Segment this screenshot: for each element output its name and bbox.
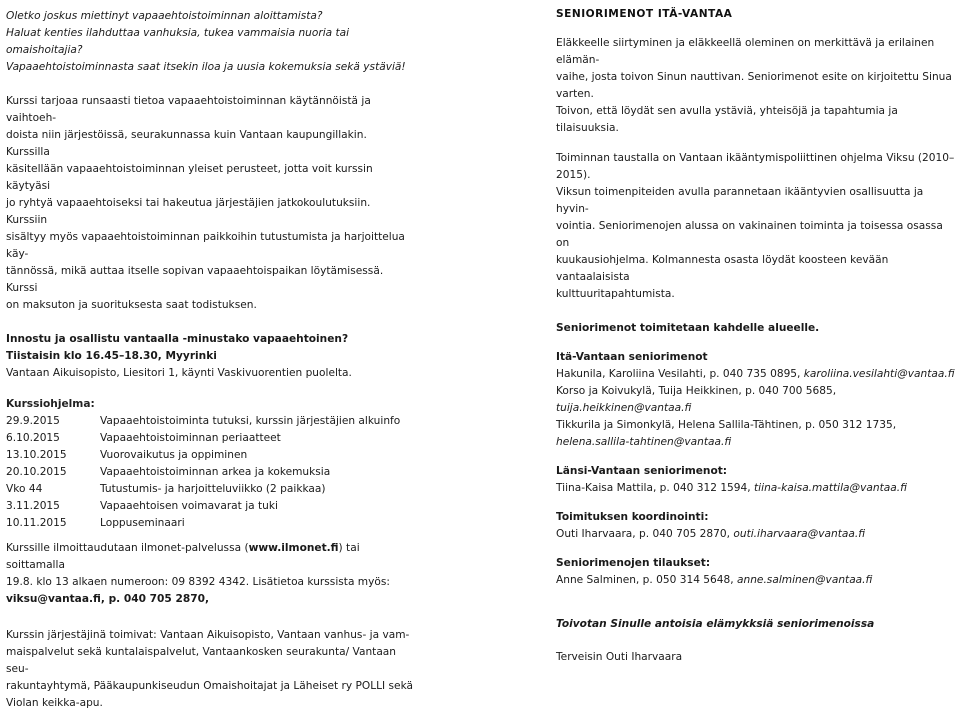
contact-line (556, 572, 956, 589)
schedule-row (6, 515, 414, 532)
schedule-row (6, 498, 414, 515)
section-heading: Toimituksen koordinointi: (556, 511, 709, 523)
registration-text: ) tai soittamalla (6, 542, 360, 571)
organizers-line: maispalvelut sekä kuntalaispalvelut, Vantaankosken seurakunta/ Vantaan seu- (6, 646, 397, 675)
description-line: on maksuton ja suorituksesta saat todistuksen. (6, 299, 257, 311)
schedule-date: Vko 44 (6, 483, 43, 495)
ilmonet-link[interactable]: www.ilmonet.fi (248, 542, 339, 554)
schedule-topic: Vapaaehtoistoiminnan arkea ja kokemuksia (100, 466, 331, 478)
contact-line (556, 434, 956, 451)
email-link[interactable]: helena.sallila-tahtinen@vantaa.fi (556, 436, 732, 448)
course-column (6, 0, 414, 712)
lansi-vantaa-section (556, 463, 956, 497)
senior-intro (556, 35, 956, 137)
course-invite (6, 331, 414, 382)
schedule-topic: Vapaaehtoistoiminta tutuksi, kurssin järjestäjien alkuinfo (100, 415, 401, 427)
section-heading: Seniorimenojen tilaukset: (556, 557, 711, 569)
signature: Terveisin Outi Iharvaara (556, 651, 683, 663)
schedule-date: 29.9.2015 (6, 415, 60, 427)
description-line: Kurssi tarjoaa runsaasti tietoa vapaaehtoistoiminnan käytännöistä ja vaihtoeh- (6, 95, 371, 124)
contact-text: Tikkurila ja Simonkylä, Helena Sallila-Tähtinen, p. 050 312 1735, (556, 419, 897, 431)
schedule-row (6, 481, 414, 498)
viksu-line: Viksun toimenpiteiden avulla parannetaan ikääntyvien osallisuutta ja hyvin- (556, 186, 924, 215)
email-link[interactable]: tuija.heikkinen@vantaa.fi (556, 402, 692, 414)
viksu-line: kuukausiohjelma. Kolmannesta osasta löydät koosteen kevään vantaalaisista (556, 254, 889, 283)
schedule-date: 10.11.2015 (6, 517, 67, 529)
ita-vantaa-section (556, 349, 956, 451)
email-link[interactable]: outi.iharvaara@vantaa.fi (733, 528, 866, 540)
contact-line (556, 383, 956, 417)
schedule-row (6, 447, 414, 464)
description-line: sisältyy myös vapaaehtoistoiminnan paikkoihin tutustumista ja harjoittelua käy- (6, 231, 405, 260)
intro-line: Haluat kenties ilahduttaa vanhuksia, tukea vammaisia nuoria tai omaishoitajia? (6, 27, 350, 56)
schedule-date: 6.10.2015 (6, 432, 60, 444)
schedule-list (6, 413, 414, 532)
contact-text: Tiina-Kaisa Mattila, p. 040 312 1594, (556, 482, 755, 494)
contact-line (556, 417, 956, 434)
registration-line: 19.8. klo 13 alkaen numeroon: 09 8392 4342. Lisätietoa kurssista myös: (6, 576, 390, 588)
organizers-line: Violan keikka-apu. (6, 697, 103, 709)
description-line: tännössä, mikä auttaa itselle sopivan vapaaehtoispaikan löytämisessä. Kurssi (6, 265, 384, 294)
email-link[interactable]: tiina-kaisa.mattila@vantaa.fi (754, 482, 907, 494)
page-title: SENIORIMENOT ITÄ-VANTAA (556, 8, 733, 20)
program-heading: Kurssiohjelma: (6, 398, 95, 410)
schedule-topic: Vapaaehtoisen voimavarat ja tuki (100, 500, 278, 512)
invite-time: Tiistaisin klo 16.45–18.30, Myyrinki (6, 350, 217, 362)
email-link[interactable]: anne.salminen@vantaa.fi (737, 574, 873, 586)
contact-line (556, 366, 956, 383)
section-heading: Itä-Vantaan seniorimenot (556, 351, 708, 363)
intro-line: Oletko joskus miettinyt vapaaehtoistoiminnan aloittamista? (6, 10, 323, 22)
registration-line (6, 540, 414, 574)
orders-section (556, 555, 956, 589)
contact-text: Korso ja Koivukylä, Tuija Heikkinen, p. 040 700 5685, (556, 385, 837, 397)
seniorimenot-column (556, 0, 956, 666)
course-description (6, 93, 414, 314)
areas-note: Seniorimenot toimitetaan kahdelle alueelle. (556, 322, 820, 334)
schedule-row (6, 413, 414, 430)
description-line: käsitellään vapaaehtoistoiminnan yleiset perusteet, jotta voit kurssin käytyäsi (6, 163, 373, 192)
organizers-line: rakuntayhtymä, Pääkaupunkiseudun Omaishoitajat ja Läheiset ry POLLI sekä (6, 680, 414, 692)
intro-line: Vapaaehtoistoiminnasta saat itsekin iloa ja uusia kokemuksia sekä ystäviä! (6, 61, 406, 73)
schedule-date: 20.10.2015 (6, 466, 67, 478)
organizers-line: Kurssin järjestäjinä toimivat: Vantaan Aikuisopisto, Vantaan vanhus- ja vam- (6, 629, 410, 641)
schedule-topic: Loppuseminaari (100, 517, 185, 529)
intro-block (6, 8, 414, 76)
email-link[interactable]: karoliina.vesilahti@vantaa.fi (803, 368, 955, 380)
schedule-topic: Tutustumis- ja harjoitteluviikko (2 paikkaa) (100, 483, 326, 495)
section-heading: Länsi-Vantaan seniorimenot: (556, 465, 728, 477)
invite-title: Innostu ja osallistu vantaalla -minustako vapaaehtoinen? (6, 333, 349, 345)
viksu-line: vointia. Seniorimenojen alussa on vakinainen toiminta ja toisessa osassa on (556, 220, 943, 249)
schedule-date: 3.11.2015 (6, 500, 60, 512)
description-line: doista niin järjestöissä, seurakunnassa kuin Vantaan kaupungillakin. Kurssilla (6, 129, 367, 158)
viksu-line: kulttuuritapahtumista. (556, 288, 675, 300)
invite-place: Vantaan Aikuisopisto, Liesitori 1, käynti Vaskivuorentien puolelta. (6, 367, 352, 379)
contact-line: viksu@vantaa.fi, p. 040 705 2870, (6, 593, 209, 605)
description-line: jo ryhtyä vapaaehtoiseksi tai hakeutua järjestäjien jatkokoulutuksiin. Kurssiin (6, 197, 371, 226)
organizers (6, 627, 414, 712)
closing-motto: Toivotan Sinulle antoisia elämykksiä seniorimenoissa (556, 618, 875, 630)
viksu-paragraph (556, 150, 956, 303)
registration-info (6, 540, 414, 608)
schedule-row (6, 464, 414, 481)
contact-text: Hakunila, Karoliina Vesilahti, p. 040 735 0895, (556, 368, 804, 380)
contact-line (556, 526, 956, 543)
contact-text: Outi Iharvaara, p. 040 705 2870, (556, 528, 734, 540)
schedule-row (6, 430, 414, 447)
viksu-line: Toiminnan taustalla on Vantaan ikääntymispoliittinen ohjelma Viksu (2010–2015). (556, 152, 955, 181)
intro-line: Eläkkeelle siirtyminen ja eläkkeellä oleminen on merkittävä ja erilainen elämän- (556, 37, 935, 66)
schedule-topic: Vuorovaikutus ja oppiminen (100, 449, 248, 461)
contact-line (556, 480, 956, 497)
schedule-topic: Vapaaehtoistoiminnan periaatteet (100, 432, 281, 444)
intro-line: Toivon, että löydät sen avulla ystäviä, yhteisöjä ja tapahtumia ja tilaisuuksia. (556, 105, 898, 134)
registration-text: Kurssille ilmoittaudutaan ilmonet-palvelussa ( (6, 542, 249, 554)
contact-text: Anne Salminen, p. 050 314 5648, (556, 574, 737, 586)
schedule-date: 13.10.2015 (6, 449, 67, 461)
coordination-section (556, 509, 956, 543)
intro-line: vaihe, josta toivon Sinun nauttivan. Seniorimenot esite on kirjoitettu Sinua varten. (556, 71, 952, 100)
